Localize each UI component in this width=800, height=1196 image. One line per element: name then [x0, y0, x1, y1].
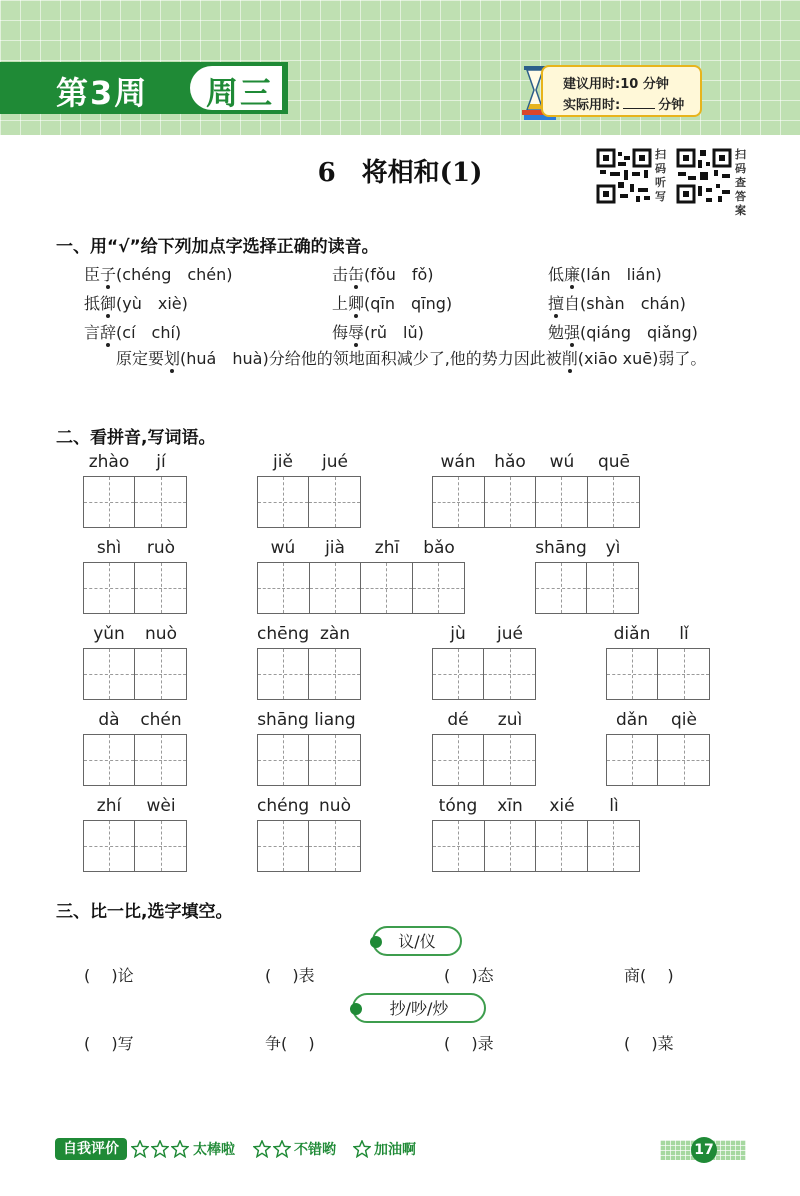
pinyin-syllable: dé — [447, 710, 469, 730]
pinyin-row — [83, 452, 187, 476]
grid-cell[interactable] — [433, 477, 485, 527]
pinyin-row — [257, 452, 361, 476]
self-eval-tag: 自我评价 — [55, 1138, 127, 1160]
pinyin-row — [83, 624, 187, 648]
actual-time-blank[interactable] — [623, 108, 655, 109]
pinyin-syllable: shāng — [257, 710, 309, 730]
grid-cell[interactable] — [413, 563, 465, 613]
pinyin-syllable: jià — [325, 538, 345, 558]
pinyin-row — [257, 796, 361, 820]
pinyin-row — [432, 796, 640, 820]
part1-heading: 一、用“√”给下列加点字选择正确的读音。 — [56, 237, 379, 257]
pinyin-word — [257, 452, 361, 534]
pinyin-syllable: jué — [497, 624, 523, 644]
writing-grid — [83, 734, 187, 786]
grid-cell[interactable] — [309, 821, 360, 871]
grid-cell[interactable] — [135, 821, 186, 871]
writing-grid — [83, 476, 187, 528]
pinyin-row — [432, 452, 640, 476]
grid-cell[interactable] — [433, 735, 484, 785]
pinyin-syllable: hǎo — [494, 452, 526, 472]
pinyin-syllable: chén — [140, 710, 182, 730]
char-pair-label: 议/仪 — [398, 932, 436, 951]
pinyin-row — [257, 710, 361, 734]
grid-cell[interactable] — [135, 477, 186, 527]
fill-blank-item[interactable]: ( )态 — [444, 966, 494, 985]
day-label: 周三 — [206, 74, 275, 112]
pinyin-row — [83, 796, 187, 820]
writing-grid — [257, 648, 361, 700]
q1-sentence[interactable]: 原定要划(huá huà)分给他的领地面积减少了,他的势力因此被削(xiāo xuē)弱了。 — [116, 349, 707, 368]
pill-bullet-icon — [350, 1003, 362, 1015]
writing-grid — [535, 562, 639, 614]
pinyin-word — [83, 796, 187, 878]
char-group-label: 抄/吵/炒 — [389, 999, 449, 1018]
pinyin-syllable: zhí — [96, 796, 122, 816]
pinyin-row — [83, 538, 187, 562]
q1-item[interactable]: 抵御(yù xiè) — [84, 294, 188, 313]
grid-cell[interactable] — [536, 821, 588, 871]
q1-item[interactable]: 言辞(cí chí) — [84, 323, 182, 342]
pinyin-syllable: yì — [605, 538, 621, 558]
writing-grid — [83, 648, 187, 700]
actual-time-unit: 分钟 — [658, 98, 685, 113]
char-pair-pill — [372, 926, 462, 956]
fill-blank-item[interactable]: ( )菜 — [624, 1034, 674, 1053]
pinyin-word — [432, 452, 640, 534]
eval-level-2: 不错哟 — [294, 1142, 336, 1158]
writing-grid — [432, 820, 640, 872]
pinyin-syllable: nuò — [319, 796, 351, 816]
q1-item[interactable]: 臣子(chéng chén) — [84, 265, 233, 284]
pinyin-row — [606, 624, 710, 648]
lesson-title: 6 将相和(1) — [317, 158, 483, 188]
grid-cell[interactable] — [658, 735, 709, 785]
grid-cell[interactable] — [258, 649, 309, 699]
fill-blank-item[interactable]: ( )写 — [84, 1034, 134, 1053]
pinyin-word — [83, 624, 187, 706]
actual-time-label: 实际用时: — [563, 98, 621, 113]
grid-cell[interactable] — [258, 477, 309, 527]
pinyin-syllable: wán — [440, 452, 476, 472]
pinyin-row — [257, 624, 361, 648]
pinyin-row — [535, 538, 639, 562]
pinyin-syllable: shāng — [535, 538, 587, 558]
grid-cell[interactable] — [536, 563, 587, 613]
fill-blank-item[interactable]: 争( ) — [265, 1034, 315, 1053]
pinyin-word — [535, 538, 639, 620]
pinyin-word — [257, 796, 361, 878]
pinyin-row — [83, 710, 187, 734]
writing-grid — [83, 820, 187, 872]
grid-cell[interactable] — [84, 649, 135, 699]
grid-cell[interactable] — [484, 735, 535, 785]
pinyin-syllable: jí — [156, 452, 166, 472]
pinyin-syllable: shì — [96, 538, 122, 558]
pinyin-syllable: wú — [549, 452, 575, 472]
writing-grid — [432, 476, 640, 528]
writing-grid — [606, 734, 710, 786]
grid-cell[interactable] — [361, 563, 413, 613]
pinyin-word — [83, 452, 187, 534]
q1-item[interactable]: 擅自(shàn chán) — [548, 294, 686, 313]
eval-level-3: 太棒啦 — [193, 1142, 235, 1158]
grid-cell[interactable] — [485, 477, 537, 527]
pinyin-syllable: chēng — [257, 624, 310, 644]
writing-grid — [432, 648, 536, 700]
writing-grid — [257, 820, 361, 872]
pinyin-row — [432, 624, 536, 648]
fill-blank-item[interactable]: ( )表 — [265, 966, 315, 985]
star-icon[interactable] — [353, 1140, 371, 1158]
pinyin-syllable: xīn — [497, 796, 523, 816]
grid-cell[interactable] — [135, 735, 186, 785]
char-group-pill — [352, 993, 486, 1023]
q1-item[interactable]: 低廉(lán lián) — [548, 265, 662, 284]
grid-cell[interactable] — [258, 563, 310, 613]
q1-item[interactable]: 侮辱(rǔ lǔ) — [332, 323, 424, 342]
grid-cell[interactable] — [433, 649, 484, 699]
pinyin-syllable: dǎn — [616, 710, 648, 730]
time-box — [541, 65, 702, 117]
star-icon[interactable] — [171, 1140, 189, 1158]
q1-item[interactable]: 上卿(qīn qīng) — [332, 294, 453, 313]
pinyin-word — [83, 710, 187, 792]
pinyin-syllable: qiè — [671, 710, 697, 730]
writing-grid — [83, 562, 187, 614]
pinyin-syllable: liang — [314, 710, 356, 730]
grid-cell[interactable] — [588, 821, 640, 871]
pinyin-syllable: yǔn — [93, 624, 125, 644]
pinyin-syllable: diǎn — [613, 624, 651, 644]
grid-cell[interactable] — [258, 821, 309, 871]
suggested-time: 建议用时:10 分钟 — [563, 77, 669, 92]
pinyin-word — [432, 624, 536, 706]
grid-cell[interactable] — [658, 649, 709, 699]
writing-grid — [606, 648, 710, 700]
part2-heading: 二、看拼音,写词语。 — [56, 428, 216, 448]
grid-cell[interactable] — [536, 477, 588, 527]
pinyin-syllable: dà — [98, 710, 120, 730]
writing-grid — [257, 734, 361, 786]
pinyin-word — [83, 538, 187, 620]
q1-item[interactable]: 勉强(qiáng qiǎng) — [548, 323, 698, 342]
pinyin-syllable: wú — [270, 538, 296, 558]
writing-grid — [257, 476, 361, 528]
qr-caption-listen: 扫码听写 — [655, 148, 666, 203]
grid-cell[interactable] — [588, 477, 640, 527]
week-label: 第3周 — [56, 74, 149, 112]
pinyin-word — [606, 624, 710, 706]
grid-cell[interactable] — [258, 735, 309, 785]
pinyin-syllable: lì — [609, 796, 619, 816]
grid-cell[interactable] — [587, 563, 638, 613]
pinyin-syllable: quē — [597, 452, 631, 472]
q1-item[interactable]: 击缶(fǒu fǒ) — [332, 265, 434, 284]
pinyin-syllable: zhī — [374, 538, 400, 558]
grid-cell[interactable] — [485, 821, 537, 871]
pinyin-syllable: jiě — [273, 452, 293, 472]
grid-cell[interactable] — [433, 821, 485, 871]
writing-grid — [257, 562, 465, 614]
grid-cell[interactable] — [309, 477, 360, 527]
writing-grid — [432, 734, 536, 786]
pinyin-word — [432, 796, 640, 878]
grid-cell[interactable] — [309, 649, 360, 699]
qr-code-listen-icon[interactable] — [596, 148, 652, 204]
pinyin-syllable: bǎo — [423, 538, 455, 558]
fill-blank-item[interactable]: 商( ) — [624, 966, 674, 985]
pinyin-syllable: lǐ — [679, 624, 689, 644]
pill-bullet-icon — [370, 936, 382, 948]
eval-level-1: 加油啊 — [374, 1142, 416, 1158]
actual-time — [563, 94, 684, 113]
pinyin-syllable: wèi — [146, 796, 176, 816]
grid-cell[interactable] — [84, 821, 135, 871]
grid-cell[interactable] — [484, 649, 535, 699]
pinyin-syllable: zuì — [497, 710, 523, 730]
fill-blank-item[interactable]: ( )论 — [84, 966, 134, 985]
qr-code-answers-icon[interactable] — [676, 148, 732, 204]
pinyin-syllable: zàn — [319, 624, 351, 644]
pinyin-word — [432, 710, 536, 792]
page-number: 17 — [691, 1137, 717, 1163]
pinyin-syllable: tóng — [438, 796, 478, 816]
pinyin-word — [257, 710, 361, 792]
pinyin-syllable: chéng — [257, 796, 310, 816]
pinyin-row — [606, 710, 710, 734]
grid-cell[interactable] — [607, 649, 658, 699]
pinyin-syllable: jù — [450, 624, 466, 644]
grid-cell[interactable] — [84, 563, 135, 613]
star-icon[interactable] — [151, 1140, 169, 1158]
grid-cell[interactable] — [84, 477, 135, 527]
grid-cell[interactable] — [607, 735, 658, 785]
pinyin-word — [257, 624, 361, 706]
grid-cell[interactable] — [309, 735, 360, 785]
grid-cell[interactable] — [84, 735, 135, 785]
pinyin-syllable: jué — [322, 452, 348, 472]
star-icon[interactable] — [253, 1140, 271, 1158]
grid-cell[interactable] — [310, 563, 362, 613]
grid-cell[interactable] — [135, 563, 186, 613]
star-icon[interactable] — [273, 1140, 291, 1158]
qr-caption-answers: 扫码查答案 — [735, 148, 746, 217]
star-icon[interactable] — [131, 1140, 149, 1158]
pinyin-syllable: ruò — [146, 538, 176, 558]
pinyin-word — [606, 710, 710, 792]
pinyin-row — [257, 538, 465, 562]
pinyin-syllable: xié — [549, 796, 575, 816]
pinyin-syllable: nuò — [145, 624, 177, 644]
part3-heading: 三、比一比,选字填空。 — [56, 902, 233, 922]
grid-cell[interactable] — [135, 649, 186, 699]
pinyin-word — [257, 538, 465, 620]
fill-blank-item[interactable]: ( )录 — [444, 1034, 494, 1053]
pinyin-row — [432, 710, 536, 734]
pinyin-syllable: zhào — [88, 452, 130, 472]
